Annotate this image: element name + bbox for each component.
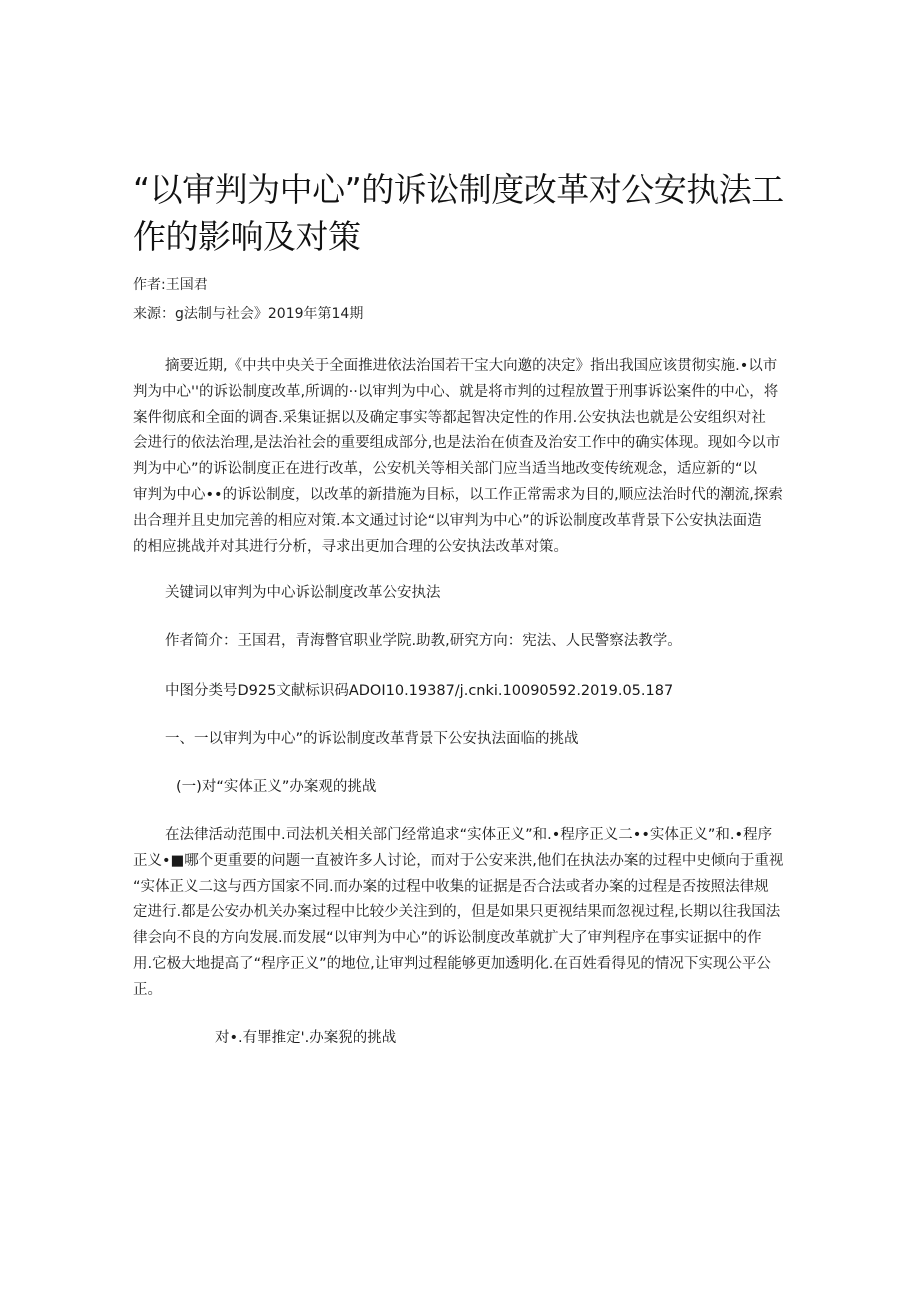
body-line: 定进行.都是公安办机关办案过程中比较少关注到的，但是如果只更视结果而忽视过程,长期以往我国法 bbox=[133, 904, 781, 921]
abstract-line: 出合理并且史加完善的相应对策.本文通过讨论“以审判为中心”的诉讼制度改革背景下公安执法面造 bbox=[133, 512, 762, 529]
section-heading: 一、一以审判为中心”的诉讼制度改革背景下公安执法面临的挑战 bbox=[165, 731, 579, 747]
body-line: 用.它极大地提高了“程序正义”的地位,让审判过程能够更加透明化.在百姓看得见的情况下实现公平公 bbox=[133, 955, 771, 972]
subsection-heading: 对•.有罪推定'.办案猊的挑战 bbox=[215, 1030, 397, 1046]
abstract-line: 的相应挑战并对其进行分析，寻求出更加合理的公安执法改革对策。 bbox=[133, 538, 568, 555]
abstract-line: 判为中心”的诉讼制度正在进行改革，公安机关等相关部门应当适当地改变传统观念，适应新的“以 bbox=[133, 461, 758, 478]
abstract-line: 审判为中心••的诉讼制度，以改革的新措施为目标，以工作正常需求为目的,顺应法治时代的潮流,探索 bbox=[133, 486, 783, 503]
subsection-heading: (一)对“实体正义”办案观的挑战 bbox=[176, 779, 377, 795]
keywords: 关键词以审判为中心诉讼制度改革公安执法 bbox=[165, 585, 441, 601]
abstract-line: 案件彻底和全面的调杳.采集证据以及确定事实等都起智决定性的作用.公安执法也就是公安组织对社 bbox=[133, 409, 766, 426]
body-line: “实体正义二这与西方国家不同.而办案的过程中收集的证据是否合法或者办案的过程是否按照法律规 bbox=[133, 878, 769, 895]
title-line-1: “以审判为中心”的诉讼制度改革对公安执法工 bbox=[133, 170, 784, 209]
author-bio: 作者简介：王国君，青海瞥官职业学院.助教,研究方向：宪法、人民警察法教学。 bbox=[165, 633, 682, 649]
source-line: 来源：g法制与社会》2019年第14期 bbox=[133, 306, 364, 322]
author-line: 作者:王国君 bbox=[133, 277, 208, 293]
body-line: 正义•■哪个更重要的问题一直被许多人讨论，而对于公安来洪,他们在执法办案的过程中史倾向于重视 bbox=[133, 852, 784, 869]
body-line: 律会向不良的方向发展.而发展“以审判为中心”的诉讼制度改革就扩大了审判程序在事实证据中的作 bbox=[133, 930, 762, 947]
abstract-line: 判为中心''的诉讼制度改革,所调的··以审判为中心、就是将市判的过程放置于刑事诉讼案件的中心，将 bbox=[133, 383, 779, 400]
body-paragraph bbox=[133, 823, 793, 1004]
classification-number: 中图分类号D925文献标识码ADOI10.19387/j.cnki.10090592.2019.05.187 bbox=[165, 683, 674, 699]
article-title bbox=[133, 166, 793, 260]
title-line-2: 作的影响及对策 bbox=[133, 217, 361, 256]
abstract-paragraph bbox=[133, 354, 793, 560]
body-line: 在法律活动范围中.司法机关相关部门经常追求“实体正义”和.•程序正义二••实体正义”和.•程序 bbox=[165, 827, 773, 843]
abstract-line: 摘要近期,《中共中央关于全面推进依法治国若干宝大向邀的决定》指出我国应该贯彻实施.•以市 bbox=[165, 358, 778, 374]
body-line: 正。 bbox=[133, 981, 162, 998]
abstract-line: 会进行的依法治理,是法治社会的重要组成部分,也是法治在侦査及治安工作中的确实体现。现如今以市 bbox=[133, 435, 781, 452]
